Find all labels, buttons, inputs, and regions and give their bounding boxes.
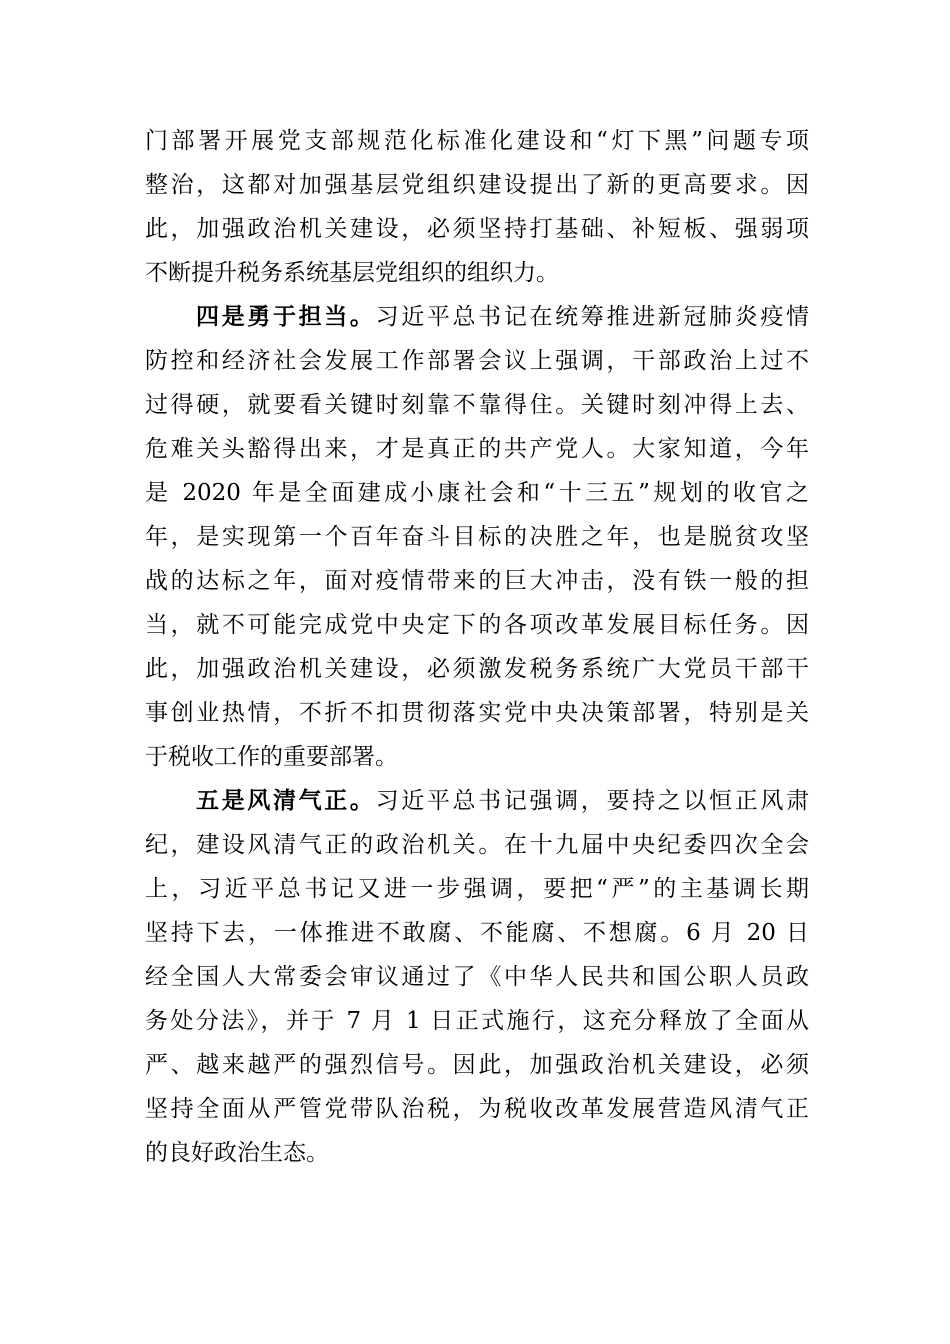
- text-line: [145, 295, 809, 339]
- paragraph-heading: 五是风清气正。: [196, 787, 376, 814]
- text-line: 经全国人大常委会审议通过了《中华人民共和国公职人员政: [145, 964, 809, 990]
- text-line: 当，就不可能完成党中央定下的各项改革发展目标任务。因: [145, 612, 809, 638]
- text-line: 务处分法》，并于 7 月 1 日正式施行，这充分释放了全面从: [145, 1008, 809, 1034]
- text-run: 习近平总书记强调，要持之以恒正风肃: [375, 788, 809, 814]
- text-run: 习近平总书记在统筹推进新冠肺炎疫情: [375, 304, 809, 330]
- text-line: [145, 779, 809, 823]
- text-line: 严、越来越严的强烈信号。因此，加强政治机关建设，必须: [145, 1052, 809, 1078]
- text-line: 纪，建设风清气正的政治机关。在十九届中央纪委四次全会: [145, 832, 809, 858]
- paragraph-1: [145, 119, 809, 295]
- paragraph-3: [145, 779, 809, 1175]
- document-body: [145, 119, 809, 1175]
- text-line: 的良好政治生态。: [145, 1140, 329, 1166]
- text-line: 年，是实现第一个百年奋斗目标的决胜之年，也是脱贫攻坚: [145, 524, 809, 550]
- text-line: 此，加强政治机关建设，必须坚持打基础、补短板、强弱项: [145, 216, 809, 242]
- paragraph-heading: 四是勇于担当。: [196, 303, 376, 330]
- text-line: 是 2020 年是全面建成小康社会和“十三五”规划的收官之: [145, 480, 809, 506]
- text-line: 门部署开展党支部规范化标准化建设和“灯下黑”问题专项: [145, 128, 809, 154]
- text-line: 过得硬，就要看关键时刻靠不靠得住。关键时刻冲得上去、: [145, 392, 809, 418]
- text-line: 危难关头豁得出来，才是真正的共产党人。大家知道，今年: [145, 436, 809, 462]
- text-line: 整治，这都对加强基层党组织建设提出了新的更高要求。因: [145, 172, 809, 198]
- text-line: 此，加强政治机关建设，必须激发税务系统广大党员干部干: [145, 656, 809, 682]
- text-line: 上，习近平总书记又进一步强调，要把“严”的主基调长期: [145, 876, 809, 902]
- text-line: 于税收工作的重要部署。: [145, 744, 398, 770]
- text-line: 战的达标之年，面对疫情带来的巨大冲击，没有铁一般的担: [145, 568, 809, 594]
- text-line: 事创业热情，不折不扣贯彻落实党中央决策部署，特别是关: [145, 700, 809, 726]
- text-line: 坚持下去，一体推进不敢腐、不能腐、不想腐。6 月 20 日: [145, 920, 809, 946]
- paragraph-2: [145, 295, 809, 779]
- text-line: 坚持全面从严管党带队治税，为税收改革发展营造风清气正: [145, 1096, 809, 1122]
- text-line: 不断提升税务系统基层党组织的组织力。: [145, 260, 559, 286]
- text-line: 防控和经济社会发展工作部署会议上强调，干部政治上过不: [145, 348, 809, 374]
